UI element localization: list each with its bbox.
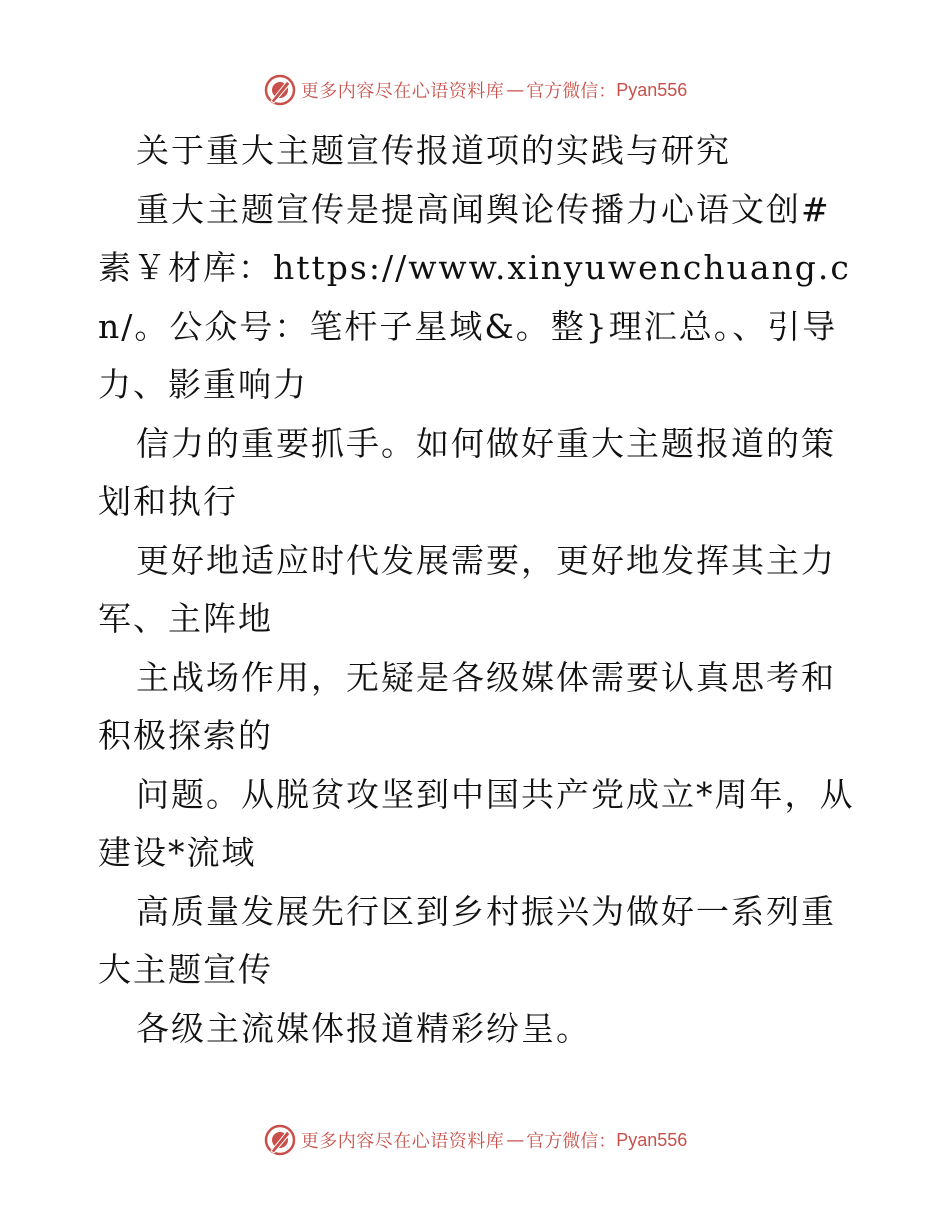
banner-wechat-id: Pyan556 <box>616 79 688 100</box>
header-banner <box>0 70 950 110</box>
body-paragraph: 各级主流媒体报道精彩纷呈。 <box>136 1008 591 1048</box>
document-title-paragraph: 关于重大主题宣传报道项的实践与研究 <box>136 131 731 170</box>
banner-separator: — <box>506 79 525 101</box>
pen-logo-icon <box>263 1123 297 1157</box>
banner-brand-text: 更多内容尽在心语资料库 <box>300 1131 505 1152</box>
banner-wechat-label: 官方微信： <box>526 81 617 102</box>
body-paragraph: 更好地适应时代发展需要，更好地发挥其主力军、主阵地 <box>98 540 836 638</box>
banner-brand-text: 更多内容尽在心语资料库 <box>300 81 505 102</box>
banner-wechat-id: Pyan556 <box>616 1129 688 1150</box>
banner-separator: — <box>506 1129 525 1151</box>
body-paragraph: 问题。从脱贫攻坚到中国共产党成立*周年，从建设*流域 <box>98 774 855 872</box>
pen-logo-icon <box>263 73 297 107</box>
body-paragraph: 重大主题宣传是提高闻舆论传播力心语文创#素￥材库：https://www.xinyuwenchuang.cn/。公众号：笔杆子星域&。整}理汇总。、引导力、影重响力 <box>98 189 851 404</box>
body-paragraph: 主战场作用，无疑是各级媒体需要认真思考和积极探索的 <box>98 657 836 755</box>
document-body <box>98 122 858 1058</box>
body-paragraph: 高质量发展先行区到乡村振兴为做好一系列重大主题宣传 <box>98 891 836 989</box>
body-paragraph: 信力的重要抓手。如何做好重大主题报道的策划和执行 <box>98 423 836 521</box>
banner-wechat-label: 官方微信： <box>526 1131 617 1152</box>
footer-banner <box>0 1120 950 1160</box>
